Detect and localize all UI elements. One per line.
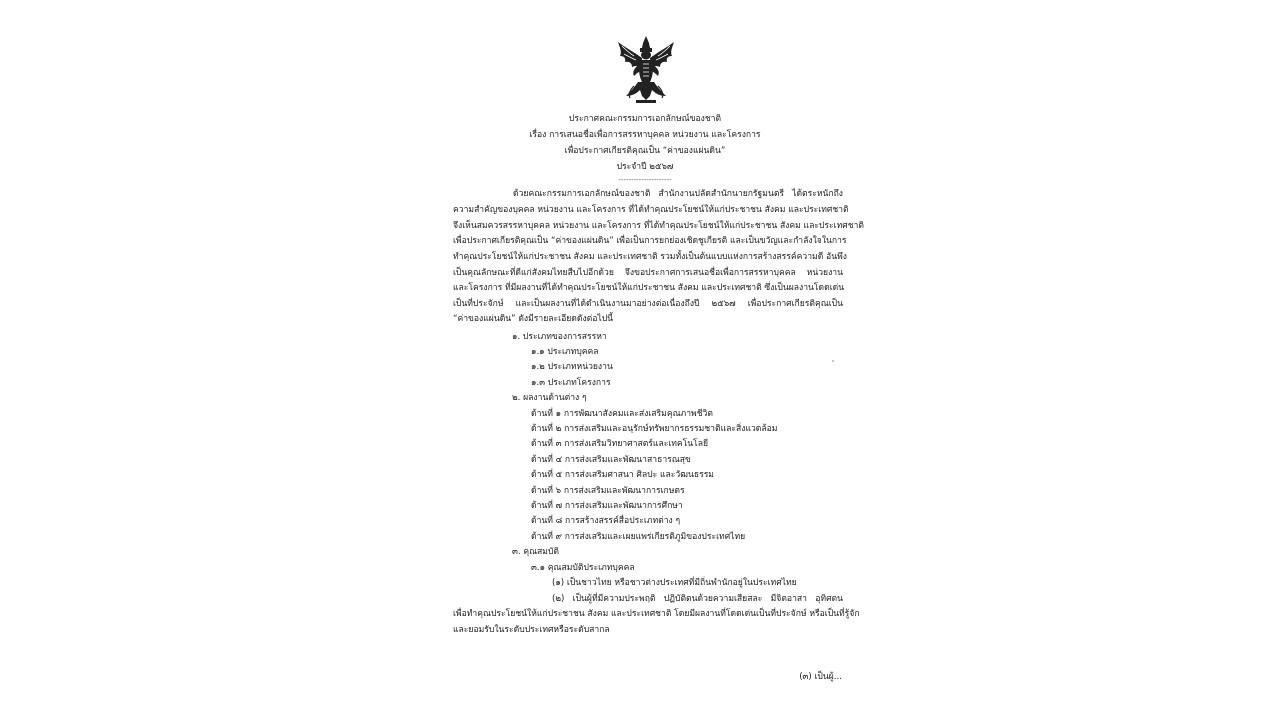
section-2-item: ด้านที่ ๓ การส่งเสริมวิทยาศาสตร์และเทคโนโลยี [531,439,709,449]
intro-line: เป็นที่ประจักษ์ และเป็นผลงานที่ได้ดำเนินงานมาอย่างต่อเนื่องถึงปี ๒๕๖๗ เพื่อประกาศเกียรติคุณเป็น [453,299,843,309]
intro-line: ทำคุณประโยชน์ให้แก่ประชาชน สังคม และประเทศชาติ รวมทั้งเป็นต้นแบบแห่งการสร้างสรรค์ความดี อันพึง [453,252,847,262]
intro-line: จึงเห็นสมควรสรรหาบุคคล หน่วยงาน และโครงการ ที่ได้ทำคุณประโยชน์ให้แก่ประชาชน สังคม และประเทศชาติ [453,221,864,231]
intro-line: ด้วยคณะกรรมการเอกลักษณ์ของชาติ สำนักงานปลัดสำนักนายกรัฐมนตรี ได้ตระหนักถึง [513,189,843,199]
garuda-emblem-icon [612,34,680,106]
qualification-item-2-cont: และยอมรับในระดับประเทศหรือระดับสากล [453,625,610,635]
section-2-heading: ๒. ผลงานด้านต่าง ๆ [512,393,587,403]
section-1-item: ๑.๑ ประเภทบุคคล [531,347,599,357]
section-2-item: ด้านที่ ๔ การส่งเสริมและพัฒนาสาธารณสุข [531,455,691,465]
divider: --------------------- [618,176,672,184]
section-2-item: ด้านที่ ๙ การส่งเสริมและเผยแพร่เกียรติภูมิของประเทศไทย [531,532,746,542]
announcement-subject: เรื่อง การเสนอชื่อเพื่อการสรรหาบุคคล หน่วยงาน และโครงการ [529,130,761,140]
section-1-heading: ๑. ประเภทของการสรรหา [512,332,607,342]
intro-line: ความสำคัญของบุคคล หน่วยงาน และโครงการ ที่ได้ทำคุณประโยชน์ให้แก่ประชาชน สังคม และประเทศชาติ [453,205,849,215]
section-1-item: ๑.๓ ประเภทโครงการ [531,378,611,388]
section-2-item: ด้านที่ ๒ การส่งเสริมและอนุรักษ์ทรัพยากรธรรมชาติและสิ่งแวดล้อม [531,424,778,434]
section-3-subheading: ๓.๑ คุณสมบัติประเภทบุคคล [531,563,635,573]
section-3-heading: ๓. คุณสมบัติ [512,547,560,557]
intro-line: และโครงการ ที่มีผลงานที่ได้ทำคุณประโยชน์ให้แก่ประชาชน สังคม และประเทศชาติ ซึ่งเป็นผลงานโดดเด่น [453,283,845,293]
intro-line: เป็นคุณลักษณะที่ดีแก่สังคมไทยสืบไปอีกด้วย จึงขอประกาศการเสนอชื่อเพื่อการสรรหาบุคคล หน่วยงาน [453,268,843,278]
qualification-item-2: (๒) เป็นผู้ที่มีความประพฤติ ปฏิบัติตนด้วยความเสียสละ มีจิตอาสา อุทิศตน [552,594,843,604]
section-2-item: ด้านที่ ๖ การส่งเสริมและพัฒนาการเกษตร [531,486,685,496]
section-2-item: ด้านที่ ๕ การส่งเสริมศาสนา ศิลปะ และวัฒนธรรม [531,470,714,480]
section-2-item: ด้านที่ ๑ การพัฒนาสังคมและส่งเสริมคุณภาพชีวิต [531,409,713,419]
section-2-item: ด้านที่ ๗ การส่งเสริมและพัฒนาการศึกษา [531,501,683,511]
qualification-item-2-cont: เพื่อทำคุณประโยชน์ให้แก่ประชาชน สังคม และประเทศชาติ โดยมีผลงานที่โดดเด่นเป็นที่ประจักษ์ หรือเป็นที่รู้จัก [453,609,860,619]
announcement-title: ประกาศคณะกรรมการเอกลักษณ์ของชาติ [568,114,722,124]
page-continuation: (๓) เป็นผู้... [799,672,842,682]
intro-line: เพื่อประกาศเกียรติคุณเป็น “ค่าของแผ่นดิน” เพื่อเป็นการยกย่องเชิดชูเกียรติ และเป็นขวัญและกำลังใจในการ [453,236,847,246]
scan-speck [832,360,834,362]
announcement-purpose: เพื่อประกาศเกียรติคุณเป็น “ค่าของแผ่นดิน” [564,146,726,156]
intro-line: “ค่าของแผ่นดิน” ดังมีรายละเอียดดังต่อไปนี้ [453,314,614,324]
section-2-item: ด้านที่ ๘ การสร้างสรรค์สื่อประเภทต่าง ๆ [531,516,681,526]
qualification-item-1: (๑) เป็นชาวไทย หรือชาวต่างประเทศที่มีถิ่นพำนักอยู่ในประเทศไทย [552,578,797,588]
section-1-item: ๑.๒ ประเภทหน่วยงาน [531,362,613,372]
announcement-year: ประจำปี ๒๕๖๗ [616,162,674,172]
